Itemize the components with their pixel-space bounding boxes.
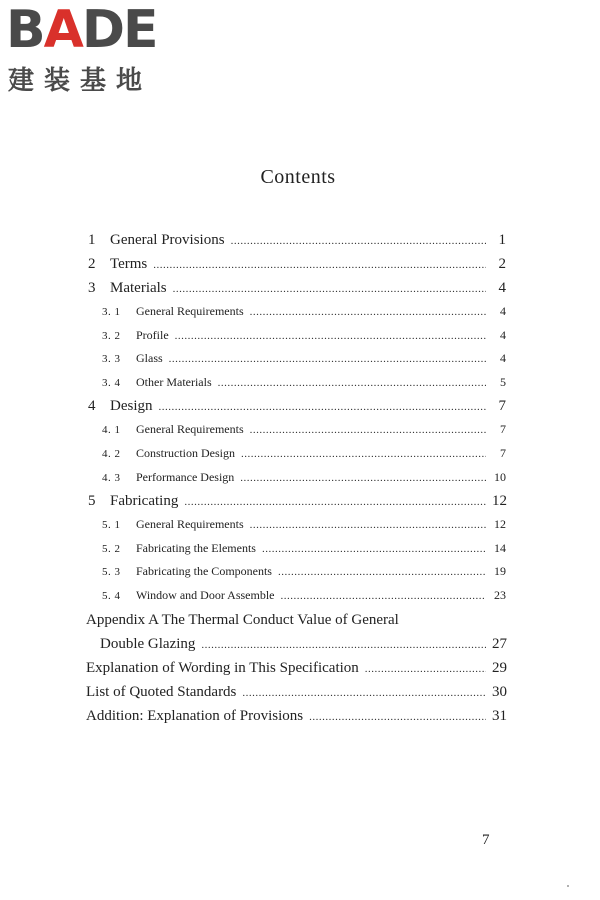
toc-entry-number: 5. 4 — [102, 589, 121, 602]
dot-leader — [365, 657, 486, 681]
toc-entry-number: 3 — [88, 280, 96, 296]
toc-entry-number: 4. 2 — [102, 447, 121, 460]
toc-entry-page: 14 — [494, 540, 506, 555]
toc-entry-number: 4 — [88, 398, 96, 415]
toc-entry — [86, 489, 506, 513]
toc-entry-label: Addition: Explanation of Provisions — [86, 707, 304, 724]
toc-entry-label: General Requirements — [136, 517, 244, 532]
toc-entry-page: 4 — [498, 280, 506, 296]
toc-entry — [86, 347, 506, 371]
toc-entry — [86, 394, 506, 418]
toc-entry — [86, 656, 506, 680]
toc-entry — [86, 418, 506, 442]
toc-entry-label: Explanation of Wording in This Specification — [86, 659, 359, 676]
toc-entry-page: 31 — [492, 707, 507, 724]
toc-entry-label: Fabricating the Components — [136, 564, 272, 579]
toc-entry — [86, 228, 506, 252]
toc-entry — [86, 608, 506, 632]
toc-entry-number: 5. 2 — [102, 542, 121, 555]
page-number: 7 — [482, 832, 490, 848]
table-of-contents — [86, 228, 506, 728]
toc-entry-page: 10 — [494, 469, 506, 484]
dot-leader — [278, 561, 486, 585]
toc-entry-page: 4 — [500, 304, 506, 318]
toc-entry — [86, 560, 506, 584]
toc-entry — [86, 584, 506, 608]
toc-entry-page: 19 — [494, 564, 506, 579]
toc-entry-label: General Requirements — [136, 304, 244, 318]
toc-entry-page: 5 — [500, 374, 506, 389]
toc-entry-number: 2 — [88, 256, 96, 272]
dot-leader — [309, 705, 486, 729]
toc-entry-label: Fabricating the Elements — [136, 540, 256, 555]
toc-entry-number: 3. 3 — [102, 353, 121, 366]
toc-entry-label: Design — [110, 398, 153, 415]
dot-leader — [250, 419, 486, 443]
toc-entry-label: General Provisions — [110, 232, 225, 248]
dot-leader — [153, 253, 486, 277]
toc-entry-page: 23 — [494, 587, 506, 602]
dot-leader — [184, 490, 486, 514]
toc-entry-page: 1 — [498, 232, 506, 248]
toc-entry-label: Glass — [136, 351, 163, 366]
toc-entry — [86, 680, 506, 704]
toc-entry-label: Construction Design — [136, 445, 235, 460]
toc-entry-page: 7 — [500, 445, 506, 460]
dot-leader — [175, 325, 486, 349]
dot-leader — [241, 443, 486, 467]
toc-entry-label: Profile — [136, 327, 169, 342]
dot-leader — [201, 633, 486, 657]
toc-entry — [86, 276, 506, 300]
toc-entry-number: 1 — [88, 232, 96, 248]
dot-leader — [231, 229, 486, 253]
toc-entry-page: 12 — [492, 493, 507, 510]
toc-entry-page: 7 — [498, 398, 506, 415]
toc-entry-label: Double Glazing — [100, 635, 196, 652]
toc-entry — [86, 466, 506, 490]
dot-leader — [262, 538, 486, 562]
dot-leader — [250, 301, 486, 325]
toc-entry — [86, 704, 506, 728]
toc-entry-number: 4. 3 — [102, 471, 121, 484]
toc-entry-page: 30 — [492, 683, 507, 700]
toc-entry-number: 3. 1 — [102, 306, 121, 318]
toc-entry-label: Window and Door Assemble — [136, 587, 275, 602]
dot-leader — [281, 585, 487, 609]
toc-entry — [86, 442, 506, 466]
toc-entry-number: 3. 4 — [102, 376, 121, 389]
toc-entry-label: Materials — [110, 280, 167, 296]
toc-entry — [86, 324, 506, 348]
toc-entry-number: 3. 2 — [102, 329, 121, 342]
toc-entry — [86, 300, 506, 324]
toc-entry-page: 29 — [492, 659, 507, 676]
logo-subtitle: 建装基地 — [8, 66, 153, 96]
page-title: Contents — [260, 166, 336, 188]
toc-entry-label: General Requirements — [136, 422, 244, 437]
toc-entry-page: 7 — [500, 422, 506, 437]
scan-speck — [567, 885, 569, 887]
toc-entry-page: 2 — [498, 256, 506, 272]
toc-entry — [86, 252, 506, 276]
toc-entry-page: 12 — [494, 517, 506, 532]
dot-leader — [218, 372, 486, 396]
logo-wordmark: BADE — [6, 0, 157, 60]
toc-entry-page: 4 — [500, 351, 506, 366]
toc-entry — [86, 513, 506, 537]
toc-entry-label: Terms — [110, 256, 148, 272]
toc-entry-number: 5. 3 — [102, 566, 121, 579]
toc-entry-number: 4. 1 — [102, 424, 121, 437]
toc-entry-label: Other Materials — [136, 374, 212, 389]
toc-entry-page: 27 — [492, 635, 507, 652]
toc-entry-page: 4 — [500, 327, 506, 342]
toc-entry-label: Performance Design — [136, 469, 235, 484]
toc-entry-number: 5. 1 — [102, 519, 121, 532]
toc-entry-label: List of Quoted Standards — [86, 683, 237, 700]
dot-leader — [173, 277, 486, 301]
dot-leader — [242, 681, 486, 705]
dot-leader — [169, 348, 486, 372]
toc-entry-label: Appendix A The Thermal Conduct Value of General — [86, 611, 399, 628]
dot-leader — [250, 514, 486, 538]
toc-entry — [86, 537, 506, 561]
dot-leader — [159, 395, 487, 419]
toc-entry-label: Fabricating — [110, 493, 179, 510]
dot-leader — [240, 467, 486, 491]
toc-entry-number: 5 — [88, 493, 96, 510]
toc-entry — [86, 371, 506, 395]
toc-entry — [86, 632, 506, 656]
watermark-logo — [6, 0, 176, 97]
